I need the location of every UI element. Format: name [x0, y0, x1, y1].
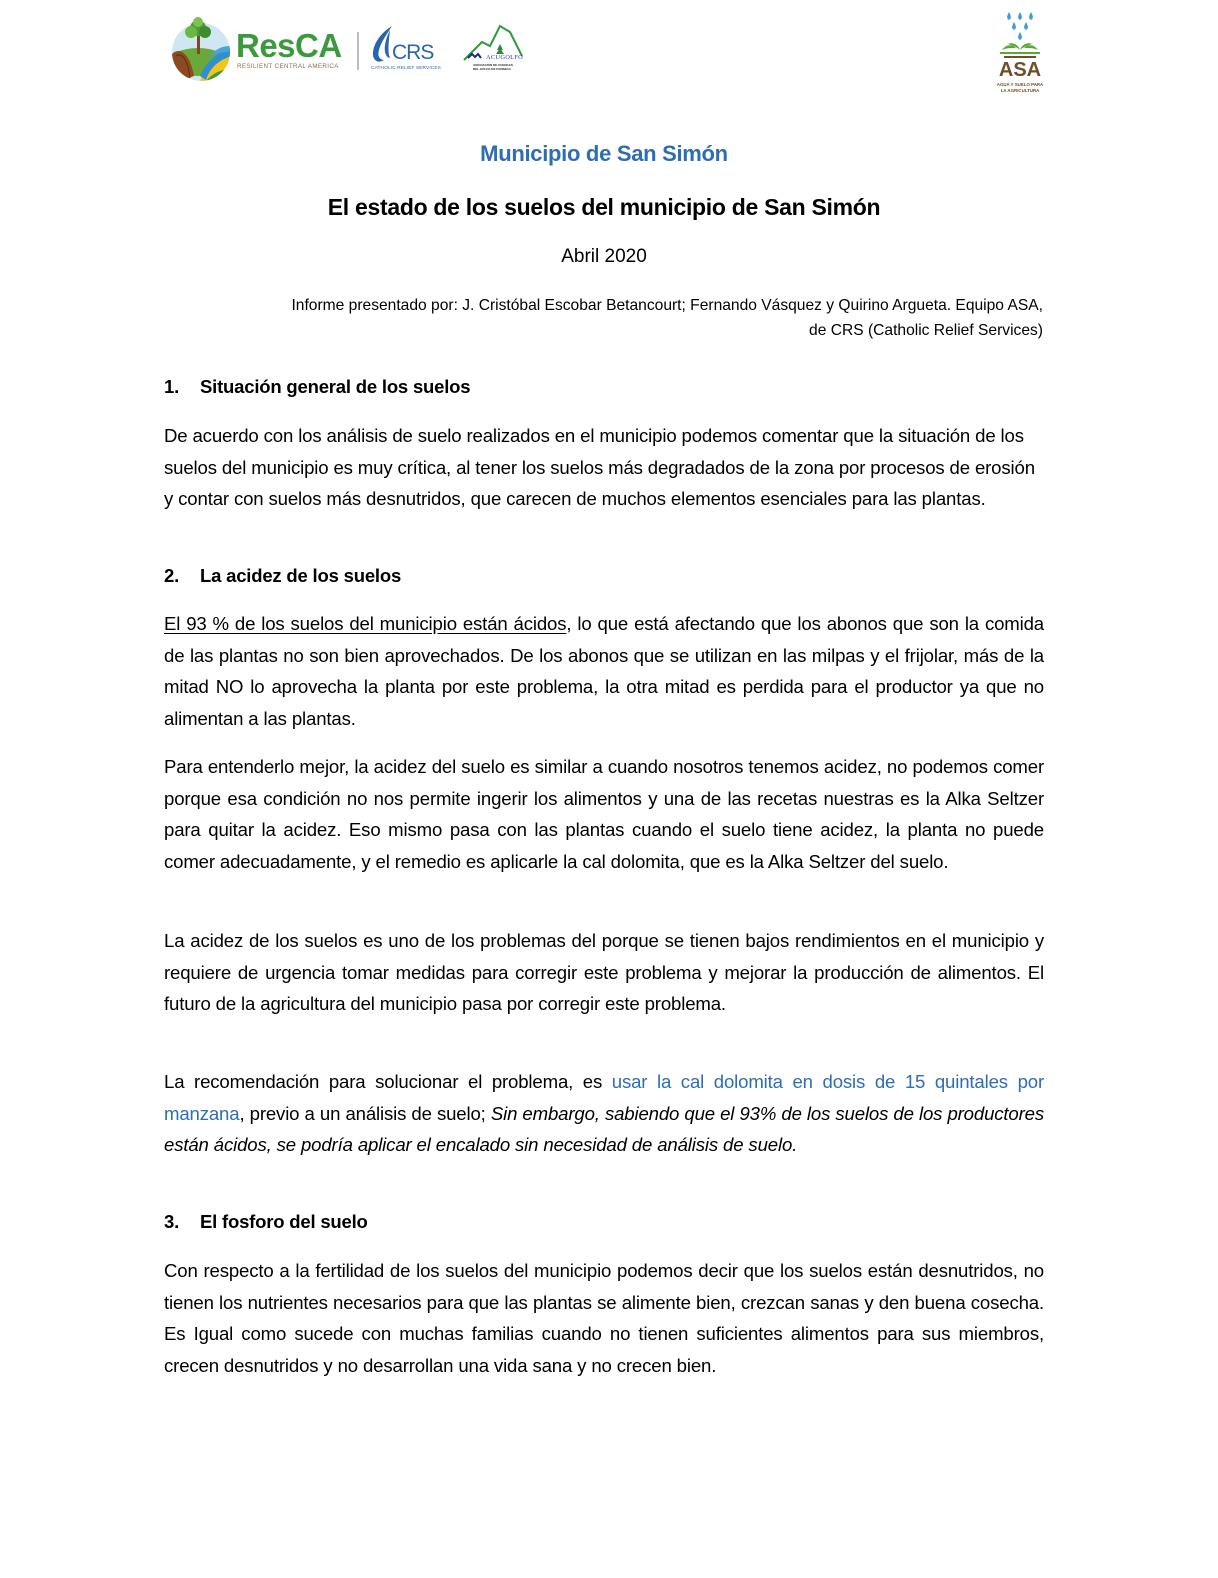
paragraph-text: La recomendación para solucionar el problema, es	[164, 1071, 612, 1092]
asa-wordmark: ASA	[998, 59, 1042, 81]
section-1-paragraph: De acuerdo con los análisis de suelo realizados en el municipio podemos comentar que la situación de los suelos del municipio es muy crítica, al tener los suelos más degradados de la zona por procesos de erosión y contar con suelos más desnutridos, que carecen de muchos elementos esenciales para las plantas.	[164, 425, 1035, 509]
section-number: 1.	[164, 376, 180, 397]
acugolfo-wordmark: ACUGOLFO	[486, 54, 523, 61]
authors-line-1: Informe presentado por: J. Cristóbal Escobar Betancourt; Fernando Vásquez y Quirino Argueta. Equipo ASA,	[291, 297, 1043, 314]
recommendation-highlight: usar la cal dolomita en dosis de 15 quintales por manzana	[164, 1071, 1045, 1124]
section-2-paragraph-4	[164, 1066, 1044, 1161]
municipio-title: Municipio de San Simón	[480, 141, 728, 166]
partner-logos	[168, 14, 548, 94]
authors-credit	[166, 293, 1043, 343]
paragraph-text: , previo a un análisis de suelo;	[239, 1102, 491, 1124]
resca-logo	[168, 16, 358, 88]
crs-wordmark: CRS	[392, 41, 434, 64]
asa-tagline: AGUA Y SUELO PARA LA AGRICULTURA	[996, 82, 1044, 93]
asa-logo	[990, 10, 1050, 102]
section-2-paragraph-1	[164, 608, 1044, 734]
section-title: El fosforo del suelo	[200, 1211, 368, 1232]
acid-soil-statistic: El 93 % de los suelos del municipio están ácidos	[164, 613, 567, 634]
section-number: 3.	[164, 1211, 180, 1232]
section-3-heading	[164, 1211, 368, 1233]
section-3-paragraph: Con respecto a la fertilidad de los suelos del municipio podemos decir que los suelos están desnutridos, no tienen los nutrientes necesarios para que las plantas se alimente bien, crezcan sanas y den buena cosecha. Es Igual como sucede con muchas familias cuando no tienen suficientes alimentos para sus miembros, crecen desnutridos y no desarrollan una vida sana y no crecen bien.	[164, 1260, 1044, 1376]
document-date: Abril 2020	[561, 246, 647, 267]
section-2-heading	[164, 565, 401, 587]
section-title: Situación general de los suelos	[200, 376, 471, 397]
italic-note: Sin embargo, sabiendo que el 93% de los suelos de los productores están ácidos, se podría aplicar el encalado sin necesidad de análisis de suelo.	[164, 1102, 1044, 1155]
resca-emblem-icon	[170, 16, 232, 84]
resca-wordmark: ResCA	[236, 27, 342, 64]
crs-tagline: CATHOLIC RELIEF SERVICES	[371, 66, 441, 71]
acugolfo-logo	[460, 22, 530, 82]
paragraph-text: , lo que está afectando que los abonos que son la comida de las plantas no son bien aprovechados. De los abonos que se utilizan en las milpas y el frijolar, más de la mitad NO lo aprovecha la planta por este problema, la otra mitad es perdida para el productor ya que no alimentan a las plantas.	[164, 613, 1044, 729]
authors-line-2: de CRS (Catholic Relief Services)	[809, 322, 1043, 339]
document-title: El estado de los suelos del municipio de San Simón	[327, 194, 881, 220]
section-2-paragraph-3: La acidez de los suelos es uno de los problemas del porque se tienen bajos rendimientos en el municipio y requiere de urgencia tomar medidas para corregir este problema y mejorar la producción de alimentos. El futuro de la agricultura del municipio pasa por corregir este problema.	[164, 930, 1044, 1014]
section-1-heading	[164, 376, 470, 398]
resca-tagline: RESILIENT CENTRAL AMERICA	[237, 63, 339, 70]
acugolfo-tagline: ASOCIACIÓN DE CUENCAS DEL GOLFO DE FONSECA	[473, 63, 513, 71]
section-2-paragraph-2: Para entenderlo mejor, la acidez del suelo es similar a cuando nosotros tenemos acidez, no podemos comer porque esa condición no nos permite ingerir los alimentos y una de las recetas nuestras es la Alka Seltzer para quitar la acidez. Eso mismo pasa con las plantas cuando el suelo tiene acidez, la planta no puede comer adecuadamente, y el remedio es aplicarle la cal dolomita, que es la Alka Seltzer del suelo.	[164, 756, 1044, 872]
asa-water-drops-icon	[990, 10, 1050, 60]
section-title: La acidez de los suelos	[200, 565, 402, 586]
section-number: 2.	[164, 565, 180, 586]
crs-logo	[368, 22, 448, 82]
logo-divider	[357, 32, 359, 70]
